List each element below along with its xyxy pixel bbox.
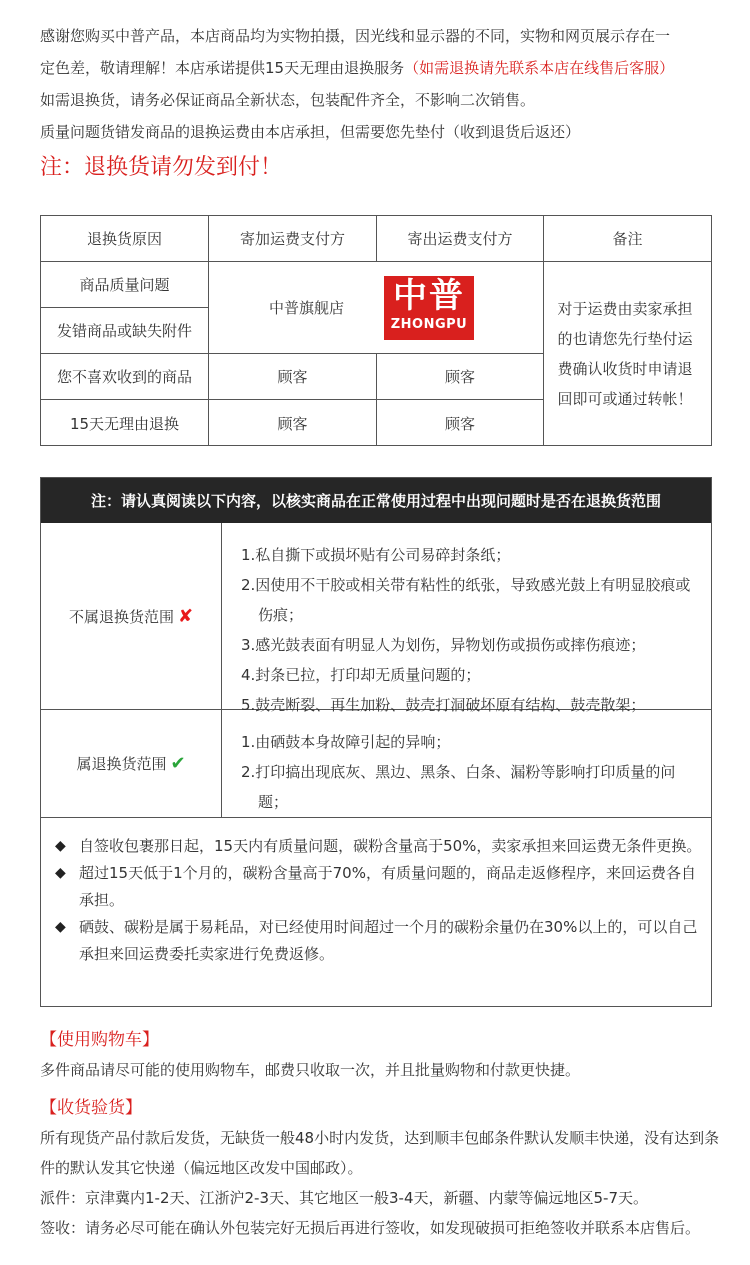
reason-cell: 商品质量问题: [41, 262, 209, 308]
intro-line: 如需退换货，请务必保证商品全新状态，包装配件齐全，不影响二次销售。: [40, 91, 536, 109]
shopping-info: [40, 1025, 730, 1243]
list-item: 5.鼓壳断裂、再生加粉、鼓壳打洞破坏原有结构、鼓壳散架；: [241, 696, 646, 714]
list-item: 2.因使用不干胶或相关带有粘性的纸张，导致感光鼓上有明显胶痕或伤痕；: [241, 576, 691, 624]
customer-cell: 顾客: [209, 354, 377, 400]
return-scope-section: [40, 477, 712, 1007]
store-pays-cell: [209, 262, 544, 354]
bullet-item: [55, 860, 705, 914]
cross-icon: ✘: [177, 605, 194, 627]
logo-cn: 中普: [393, 276, 465, 316]
not-covered-label: [41, 523, 222, 709]
zhongpu-logo: [384, 276, 474, 340]
reason-cell: 15天无理由退换: [41, 400, 209, 446]
not-covered-list: [241, 540, 701, 720]
delivery-text: 派件：京津冀内1-2天、江浙沪2-3天、其它地区一般3-4天，新疆、内蒙等偏远地区5-7天。: [40, 1189, 649, 1207]
signing-text: 签收：请务必尽可能在确认外包装完好无损后再进行签收，如发现破损可拒绝签收并联系本店售后。: [40, 1219, 701, 1237]
cart-title: 【使用购物车】: [40, 1030, 159, 1050]
bullet-item: [55, 833, 705, 860]
receipt-title: 【收货验货】: [40, 1098, 142, 1118]
list-item: 4.封条已拉，打印却无质量问题的；: [241, 666, 481, 684]
intro-contact-note: （如需退换请先联系本店在线售后客服）: [404, 59, 675, 77]
list-item: 3.感光鼓表面有明显人为划伤，异物划伤或损伤或摔伤痕迹；: [241, 636, 646, 654]
covered-list: [241, 727, 701, 817]
list-item: 2.打印搞出现底灰、黑边、黑条、白条、漏粉等影响打印质量的问题；: [241, 763, 676, 811]
covered-label-text: 属退换货范围: [76, 755, 167, 773]
intro-line: [40, 52, 720, 84]
intro-line: 质量问题货错发商品的退换运费由本店承担，但需要您先垫付（收到退货后返还）: [40, 123, 581, 141]
return-shipping-table: [40, 215, 712, 446]
diamond-icon: ◆: [55, 865, 66, 881]
diamond-icon: ◆: [55, 919, 66, 935]
intro-line-text: 定色差，敬请理解！本店承诺提供15天无理由退换服务: [40, 59, 405, 77]
not-covered-label-text: 不属退换货范围: [68, 607, 174, 626]
table-header: 寄出运费支付方: [377, 216, 544, 262]
customer-cell: 顾客: [209, 400, 377, 446]
no-cod-warning: 注：退换货请勿发到付！: [40, 155, 283, 180]
reason-cell: 发错商品或缺失附件: [41, 308, 209, 354]
check-icon: ✔: [170, 753, 186, 774]
intro-line: 感谢您购买中普产品，本店商品均为实物拍摄，因光线和显示器的不同，实物和网页展示存在一: [40, 27, 671, 45]
table-header: 备注: [544, 216, 711, 262]
note-text: 对于运费由卖家承担的也请您先行垫付运费确认收货时申请退回即可或通过转帐！: [557, 300, 693, 408]
not-covered-row: [41, 523, 711, 714]
table-header: 寄加运费支付方: [209, 216, 377, 262]
cart-text: 多件商品请尽可能的使用购物车，邮费只收取一次，并且批量购物和付款更快捷。: [40, 1061, 581, 1079]
bullet-text: 硒鼓、碳粉是属于易耗品，对已经使用时间超过一个月的碳粉余量仍在30%以上的，可以自己承担来回运费委托卖家进行免费返修。: [79, 918, 698, 963]
covered-label: [41, 710, 222, 817]
customer-cell: 顾客: [377, 400, 544, 446]
flagship-store-label: 中普旗舰店: [269, 299, 345, 317]
list-item: 1.由硒鼓本身故障引起的异响；: [241, 733, 451, 751]
note-cell: [544, 262, 711, 446]
bullet-text: 超过15天低于1个月的，碳粉含量高于70%，有质量问题的，商品走返修程序，来回运费各自承担。: [79, 864, 696, 909]
scope-header: 注：请认真阅读以下内容，以核实商品在正常使用过程中出现问题时是否在退换货范围: [41, 478, 711, 523]
customer-cell: 顾客: [377, 354, 544, 400]
logo-en: ZHONGPU: [390, 317, 468, 332]
table-header: 退换货原因: [41, 216, 209, 262]
bullet-item: [55, 914, 705, 968]
list-item: 1.私自撕下或损坏贴有公司易碎封条纸；: [241, 546, 511, 564]
diamond-icon: ◆: [55, 838, 66, 854]
bullet-text: 自签收包裹那日起，15天内有质量问题，碳粉含量高于50%，卖家承担来回运费无条件更换。: [79, 837, 702, 855]
policy-bullets: [55, 833, 705, 968]
reason-cell: 您不喜欢收到的商品: [41, 354, 209, 400]
covered-row: [41, 710, 711, 818]
receipt-text: 所有现货产品付款后发货，无缺货一般48小时内发货，达到顺丰包邮条件默认发顺丰快递，没有达到条件的默认发其它快递（偏远地区改发中国邮政）。: [40, 1129, 720, 1177]
intro-text: [40, 20, 720, 148]
